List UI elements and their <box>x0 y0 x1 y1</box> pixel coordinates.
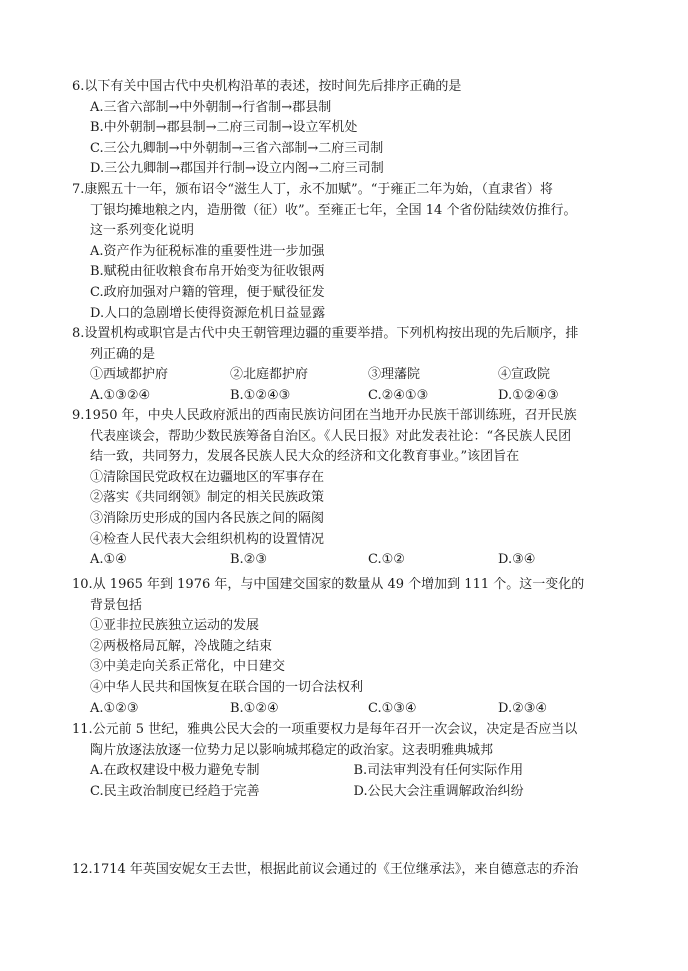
question-8-item-2: ②北庭都护府 <box>230 367 309 383</box>
question-11-options-row-1 <box>72 761 617 782</box>
question-11-stem-line-2: 陶片放逐法放逐一位势力足以影响城邦稳定的政治家。这表明雅典城邦 <box>90 742 494 758</box>
question-10-stem-line-2: 背景包括 <box>90 597 143 613</box>
question-7-stem-line-2: 丁银均摊地粮之内，造册徵（征）收”。至雍正七年，全国 14 个省份陆续效仿推行。 <box>90 202 577 218</box>
question-12-stem: 12.1714 年英国安妮女王去世，根据此前议会通过的《王位继承法》，来自德意志的乔治 <box>72 862 579 877</box>
question-9-item-1: ①清除国民党政权在边疆地区的军事存在 <box>90 469 325 485</box>
question-11-option-a: A.在政权建设中极力避免专制 <box>90 763 260 779</box>
question-8-stem <box>72 324 617 365</box>
question-6-option-b: B.中外朝制→郡县制→二府三司制→设立军机处 <box>90 120 358 136</box>
question-10-item-1: ①亚非拉民族独立运动的发展 <box>90 618 260 634</box>
question-12 <box>72 860 617 881</box>
question-6-stem: 6.以下有关中国古代中央机构沿革的表述，按时间先后排序正确的是 <box>72 79 462 94</box>
question-10-item-3: ③中美走向关系正常化，中日建交 <box>90 659 286 675</box>
question-7-stem-line-1: 7.康熙五十一年，颁布诏令“滋生人丁，永不加赋”。“于雍正二年为始，（直隶省）将 <box>72 182 553 197</box>
question-10-option-a: A.①②③ <box>90 700 139 716</box>
question-11-option-b: B.司法审判没有任何实际作用 <box>353 763 524 779</box>
question-8-option-d: D.①②④③ <box>498 387 559 403</box>
question-10-options <box>72 699 617 720</box>
question-9-item-3: ③消除历史形成的国内各民族之间的隔阂 <box>90 510 325 526</box>
question-8 <box>72 324 617 406</box>
question-9-item-4: ④检查人民代表大会组织机构的设置情况 <box>90 531 325 547</box>
question-11 <box>72 720 617 802</box>
question-11-option-d: D.公民大会注重调解政治纠纷 <box>353 783 524 799</box>
question-7 <box>72 180 617 324</box>
question-9-stem <box>72 406 617 468</box>
question-9-stem-line-1: 9.1950 年，中央人民政府派出的西南民族访问团在当地开办民族干部训练班，召开民族 <box>72 408 577 423</box>
question-7-stem-line-3: 这一系列变化说明 <box>90 223 195 239</box>
question-9-stem-line-2: 代表座谈会，帮助少数民族筹备自治区。《人民日报》对此发表社论：“各民族人民团 <box>90 428 572 444</box>
question-10-item-2: ②两极格局瓦解，冷战随之结束 <box>90 638 273 654</box>
question-8-options <box>72 386 617 407</box>
question-10-stem-line-1: 10.从 1965 年到 1976 年，与中国建交国家的数量从 49 个增加到 111 个。这一变化的 <box>72 577 585 592</box>
question-9-options <box>72 550 617 571</box>
question-6-option-d: D.三公九卿制→郡国并行制→设立内阁→二府三司制 <box>90 161 384 177</box>
question-8-stem-line-2: 列正确的是 <box>90 346 156 362</box>
question-11-options-row-2 <box>72 782 617 803</box>
question-6-option-c: C.三公九卿制→中外朝制→三省六部制→二府三司制 <box>90 140 384 156</box>
question-6-option-a: A.三省六部制→中外朝制→行省制→郡县制 <box>90 99 332 115</box>
question-9-option-d: D.③④ <box>498 552 536 568</box>
question-10-stem <box>72 575 617 616</box>
question-9-stem-line-3: 结一致，共同努力，发展各民族人民大众的经济和文化教育事业。”该团旨在 <box>90 449 520 465</box>
question-8-items <box>72 365 617 386</box>
question-9-option-c: C.①② <box>368 552 405 568</box>
question-10-option-c: C.①③④ <box>368 700 417 716</box>
question-11-stem <box>72 720 617 761</box>
question-11-option-c: C.民主政治制度已经趋于完善 <box>90 783 260 799</box>
question-7-option-b: B.赋税由征收粮食布帛开始变为征收银两 <box>90 264 325 280</box>
question-10-option-b: B.①②④ <box>230 700 279 716</box>
question-9-item-2: ②落实《共同纲领》制定的相关民族政策 <box>90 490 325 506</box>
question-7-option-a: A.资产作为征税标准的重要性进一步加强 <box>90 243 325 259</box>
question-7-option-d: D.人口的急剧增长使得资源危机日益显露 <box>90 305 326 321</box>
question-7-option-c: C.政府加强对户籍的管理，便于赋役征发 <box>90 284 325 300</box>
question-8-stem-line-1: 8.设置机构或职官是古代中央王朝管理边疆的重要举措。下列机构按出现的先后顺序，排 <box>72 326 579 341</box>
question-8-option-c: C.②④①③ <box>368 387 429 403</box>
question-8-option-a: A.①③②④ <box>90 387 151 403</box>
question-10 <box>72 575 617 719</box>
question-8-item-4: ④宣政院 <box>498 367 551 383</box>
question-11-stem-line-1: 11.公元前 5 世纪，雅典公民大会的一项重要权力是每年召开一次会议，决定是否应当以 <box>72 722 578 737</box>
question-7-stem <box>72 180 617 242</box>
question-9 <box>72 406 617 571</box>
question-10-item-4: ④中华人民共和国恢复在联合国的一切合法权利 <box>90 679 364 695</box>
question-6 <box>72 77 617 180</box>
question-10-option-d: D.②③④ <box>498 700 548 716</box>
question-8-item-3: ③理藩院 <box>368 367 421 383</box>
question-8-option-b: B.①②④③ <box>230 387 291 403</box>
question-8-item-1: ①西域都护府 <box>90 367 169 383</box>
question-9-option-a: A.①④ <box>90 552 127 568</box>
question-9-option-b: B.②③ <box>230 552 267 568</box>
